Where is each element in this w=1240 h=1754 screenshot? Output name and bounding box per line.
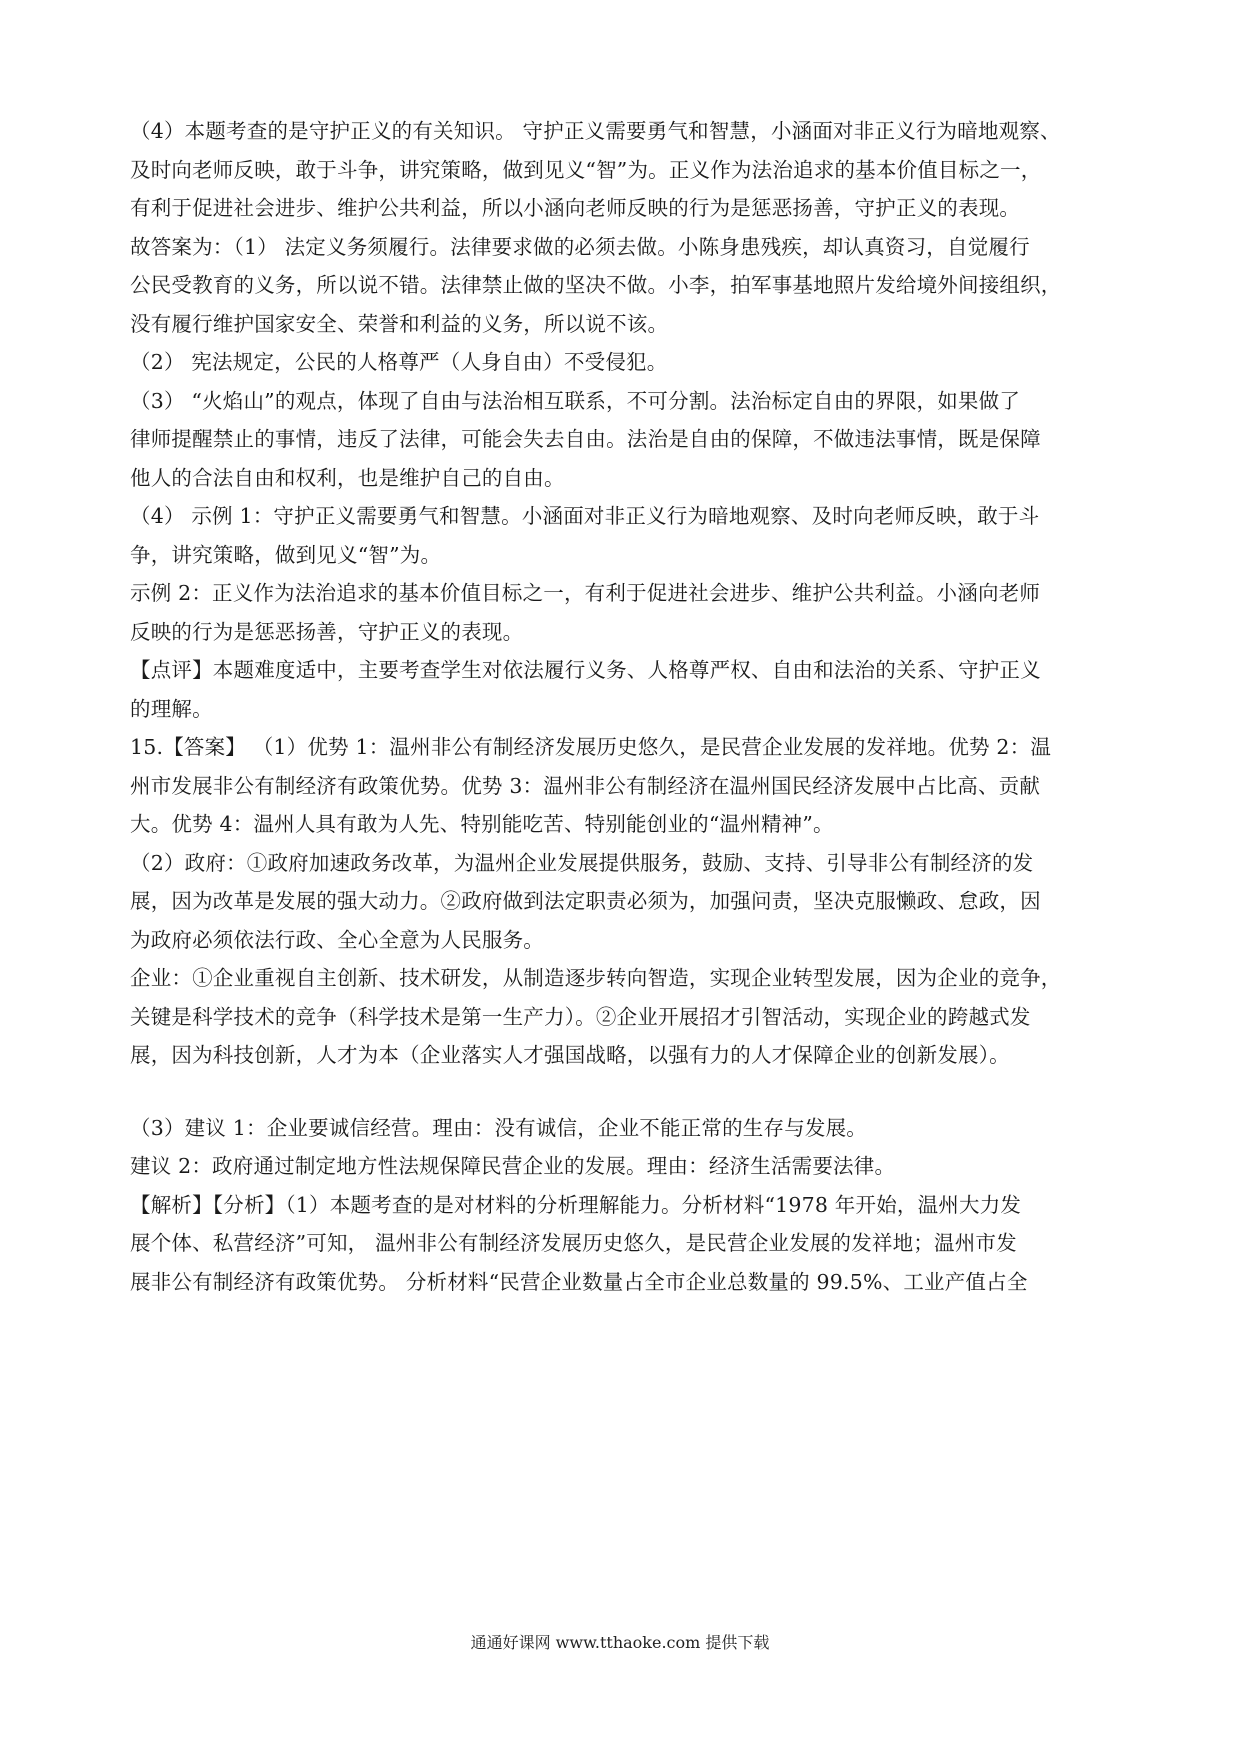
paragraph-p7 bbox=[130, 651, 1120, 728]
page-footer: 通通好课网 www.tthaoke.com 提供下载 bbox=[470, 1633, 770, 1652]
text-line: 州市发展非公有制经济有政策优势。优势 3：温州非公有制经济在温州国民经济发展中占比高、贡献 bbox=[130, 773, 1041, 798]
text-line: 企业：①企业重视自主创新、技术研发，从制造逐步转向智造，实现企业转型发展，因为企业的竞争， bbox=[130, 966, 1062, 990]
paragraph-p5 bbox=[130, 497, 1120, 574]
text-line: 的理解。 bbox=[130, 696, 213, 721]
text-line: （2）政府：①政府加速政务改革，为温州企业发展提供服务，鼓励、支持、引导非公有制经济的发 bbox=[130, 850, 1034, 875]
text-line: 反映的行为是惩恶扬善，守护正义的表现。 bbox=[130, 619, 524, 644]
text-line: 展个体、私营经济”可知， 温州非公有制经济发展历史悠久，是民营企业发展的发祥地；温州市发 bbox=[130, 1231, 1017, 1255]
text-line: 律师提醒禁止的事情，违反了法律，可能会失去自由。法治是自由的保障，不做违法事情，既是保障 bbox=[130, 427, 1041, 451]
text-line: 【解析】【分析】（1）本题考查的是对材料的分析理解能力。分析材料“1978 年开始，温州大力发 bbox=[130, 1192, 1022, 1217]
text-line: 为政府必须依法行政、全心全意为人民服务。 bbox=[130, 927, 544, 952]
text-line: 没有履行维护国家安全、荣誉和利益的义务，所以说不该。 bbox=[130, 311, 669, 336]
text-line: 展，因为改革是发展的强大动力。②政府做到法定职责必须为，加强问责，坚决克服懒政、怠政，因 bbox=[130, 889, 1041, 913]
text-line: 故答案为：（1） 法定义务须履行。法律要求做的必须去做。小陈身患残疾，却认真资习，自觉履行 bbox=[130, 234, 1030, 259]
paragraph-p10 bbox=[130, 959, 1120, 1075]
text-line: （2） 宪法规定，公民的人格尊严（人身自由）不受侵犯。 bbox=[130, 350, 668, 374]
document-body bbox=[130, 112, 1120, 1301]
text-line: 【点评】本题难度适中，主要考查学生对依法履行义务、人格尊严权、自由和法治的关系、守护正义 bbox=[130, 658, 1041, 682]
text-line: 有利于促进社会进步、维护公共利益，所以小涵向老师反映的行为是惩恶扬善，守护正义的表现。 bbox=[130, 196, 1021, 220]
text-line: 展非公有制经济有政策优势。 分析材料“民营企业数量占全市企业总数量的 99.5%、工业产值占全 bbox=[130, 1269, 1028, 1294]
text-line: 争，讲究策略，做到见义“智”为。 bbox=[130, 542, 442, 567]
paragraph-p8 bbox=[130, 728, 1120, 844]
text-line: 示例 2：正义作为法治追求的基本价值目标之一，有利于促进社会进步、维护公共利益。小涵向老师 bbox=[130, 581, 1041, 605]
paragraph-p9 bbox=[130, 844, 1120, 960]
text-line: 建议 2：政府通过制定地方性法规保障民营企业的发展。理由：经济生活需要法律。 bbox=[130, 1154, 896, 1178]
text-line: 关键是科学技术的竞争（科学技术是第一生产力）。②企业开展招才引智活动，实现企业的跨越式发 bbox=[130, 1004, 1031, 1029]
text-line: （3）建议 1：企业要诚信经营。理由：没有诚信，企业不能正常的生存与发展。 bbox=[130, 1115, 867, 1140]
text-line: （4）本题考查的是守护正义的有关知识。 守护正义需要勇气和智慧，小涵面对非正义行为暗地观察、 bbox=[130, 119, 1061, 143]
text-line: （3） “火焰山”的观点，体现了自由与法治相互联系，不可分割。法治标定自由的界限，如果做了 bbox=[130, 388, 1021, 413]
text-line: 大。优势 4：温州人具有敢为人先、特别能吃苦、特别能创业的“温州精神”。 bbox=[130, 812, 834, 836]
text-line: （4） 示例 1：守护正义需要勇气和智慧。小涵面对非正义行为暗地观察、及时向老师反映，敢于斗 bbox=[130, 504, 1040, 528]
text-line: 及时向老师反映，敢于斗争，讲究策略，做到见义“智”为。正义作为法治追求的基本价值目标之一， bbox=[130, 157, 1042, 182]
paragraph-gap bbox=[130, 1075, 1120, 1109]
paragraph-list bbox=[130, 112, 1120, 1301]
text-line: 展，因为科技创新，人才为本（企业落实人才强国战略，以强有力的人才保障企业的创新发展）。 bbox=[130, 1043, 1010, 1067]
paragraph-p12 bbox=[130, 1147, 1120, 1186]
paragraph-p2 bbox=[130, 228, 1120, 344]
paragraph-p3 bbox=[130, 343, 1120, 382]
paragraph-p1 bbox=[130, 112, 1120, 228]
text-line: 公民受教育的义务，所以说不错。法律禁止做的坚决不做。小李，拍军事基地照片发给境外间接组织， bbox=[130, 273, 1062, 297]
paragraph-p13 bbox=[130, 1186, 1120, 1302]
paragraph-p4 bbox=[130, 382, 1120, 498]
paragraph-p6 bbox=[130, 574, 1120, 651]
paragraph-p11 bbox=[130, 1109, 1120, 1148]
text-line: 他人的合法自由和权利，也是维护自己的自由。 bbox=[130, 465, 565, 490]
text-line: 15.【答案】 （1）优势 1：温州非公有制经济发展历史悠久，是民营企业发展的发祥地。优势 2：温 bbox=[130, 735, 1052, 759]
